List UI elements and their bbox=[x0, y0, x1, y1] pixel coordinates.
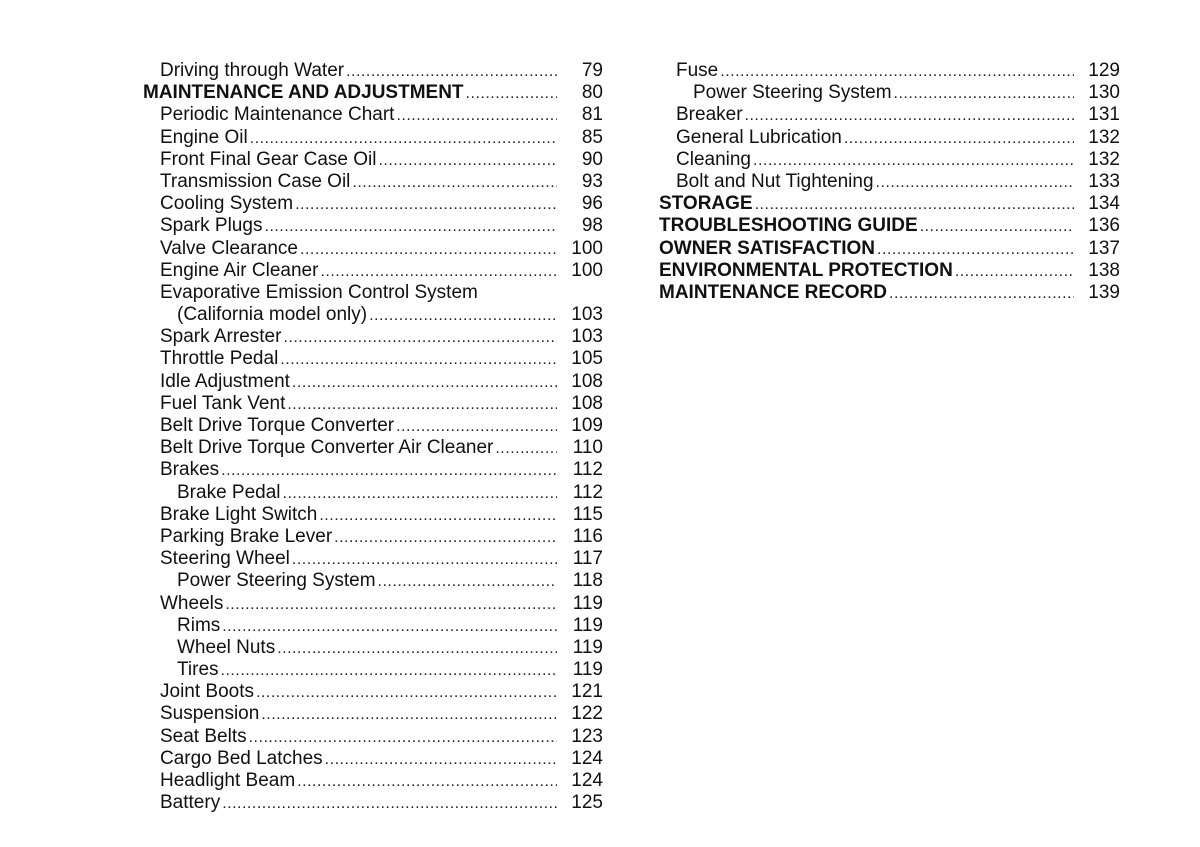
toc-entry[interactable] bbox=[143, 459, 603, 481]
toc-entry-title: Wheel Nuts bbox=[177, 636, 276, 658]
dot-leader bbox=[319, 505, 557, 527]
dot-leader bbox=[877, 239, 1074, 261]
toc-entry[interactable] bbox=[143, 193, 603, 215]
toc-entry[interactable] bbox=[143, 526, 603, 548]
toc-entry-title: STORAGE bbox=[659, 193, 753, 215]
toc-entry-title: Driving through Water bbox=[160, 60, 345, 81]
dot-leader bbox=[889, 283, 1074, 305]
toc-entry-title: MAINTENANCE AND ADJUSTMENT bbox=[143, 82, 464, 104]
dot-leader bbox=[292, 549, 557, 571]
toc-entry-page-number: 132 bbox=[1088, 148, 1120, 170]
toc-entry-title: Belt Drive Torque Converter bbox=[160, 415, 395, 436]
toc-entry-page-number: 98 bbox=[581, 215, 603, 237]
toc-entry[interactable] bbox=[143, 703, 603, 725]
dot-leader bbox=[287, 394, 557, 416]
toc-entry[interactable] bbox=[143, 348, 603, 370]
dot-leader bbox=[844, 128, 1074, 150]
toc-entry-title: Cleaning bbox=[676, 148, 751, 170]
dot-leader bbox=[283, 483, 557, 505]
toc-entry[interactable] bbox=[143, 792, 603, 814]
toc-entry[interactable] bbox=[143, 371, 603, 393]
toc-entry-title: Joint Boots bbox=[160, 681, 254, 703]
dot-leader bbox=[378, 571, 557, 593]
toc-entry[interactable] bbox=[143, 548, 603, 570]
toc-entry[interactable] bbox=[143, 149, 603, 171]
toc-entry[interactable] bbox=[659, 282, 1120, 304]
toc-entry[interactable] bbox=[143, 304, 603, 326]
dot-leader bbox=[346, 61, 557, 83]
dot-leader bbox=[352, 172, 557, 194]
toc-entry[interactable] bbox=[659, 60, 1120, 82]
toc-entry-page-number: 100 bbox=[571, 237, 603, 259]
toc-entry-page-number: 136 bbox=[1088, 215, 1120, 237]
toc-entry-title: ENVIRONMENTAL PROTECTION bbox=[659, 259, 953, 281]
toc-entry-title: Seat Belts bbox=[160, 725, 247, 747]
dot-leader bbox=[297, 771, 557, 793]
toc-entry-title: Fuse bbox=[676, 60, 719, 81]
toc-entry[interactable] bbox=[659, 149, 1120, 171]
dot-leader bbox=[369, 305, 557, 327]
toc-entry-title: Front Final Gear Case Oil bbox=[160, 148, 377, 170]
toc-entry-page-number: 132 bbox=[1088, 126, 1120, 148]
toc-entry-title: Valve Clearance bbox=[160, 237, 299, 259]
toc-entry[interactable] bbox=[143, 260, 603, 282]
dot-leader bbox=[753, 150, 1074, 172]
toc-entry-page-number: 116 bbox=[572, 525, 603, 547]
toc-entry-page-number: 80 bbox=[581, 82, 603, 104]
dot-leader bbox=[755, 194, 1074, 216]
toc-entry-page-number: 81 bbox=[581, 104, 603, 126]
toc-entry-title: Brakes bbox=[160, 459, 220, 481]
toc-entry-page-number: 100 bbox=[571, 259, 603, 281]
dot-leader bbox=[256, 682, 557, 704]
toc-entry[interactable] bbox=[143, 282, 603, 304]
dot-leader bbox=[280, 349, 557, 371]
dot-leader bbox=[261, 704, 557, 726]
toc-entry[interactable] bbox=[659, 193, 1120, 215]
dot-leader bbox=[495, 438, 557, 460]
toc-entry-title: Brake Light Switch bbox=[160, 503, 318, 525]
toc-entry-title: MAINTENANCE RECORD bbox=[659, 281, 887, 303]
toc-entry[interactable] bbox=[143, 748, 603, 770]
toc-entry-title: Brake Pedal bbox=[177, 481, 281, 503]
dot-leader bbox=[396, 105, 557, 127]
dot-leader bbox=[250, 128, 557, 150]
toc-entry-title: Parking Brake Lever bbox=[160, 525, 333, 547]
dot-leader bbox=[320, 261, 557, 283]
toc-entry[interactable] bbox=[143, 437, 603, 459]
toc-entry[interactable] bbox=[143, 171, 603, 193]
toc-entry-title: Power Steering System bbox=[693, 82, 892, 104]
toc-entry-page-number: 103 bbox=[571, 304, 603, 326]
toc-entry-page-number: 129 bbox=[1088, 60, 1120, 81]
dot-leader bbox=[334, 527, 557, 549]
toc-entry-title: Tires bbox=[177, 659, 219, 681]
dot-leader bbox=[222, 793, 557, 815]
toc-entry-title: Breaker bbox=[676, 104, 743, 126]
toc-entry-page-number: 134 bbox=[1088, 193, 1120, 215]
dot-leader bbox=[396, 416, 557, 438]
toc-entry[interactable] bbox=[143, 482, 603, 504]
dot-leader bbox=[378, 150, 557, 172]
toc-entry-page-number: 124 bbox=[571, 747, 603, 769]
toc-entry-title: Engine Air Cleaner bbox=[160, 259, 319, 281]
dot-leader bbox=[277, 638, 557, 660]
toc-entry[interactable] bbox=[659, 127, 1120, 149]
toc-entry[interactable] bbox=[143, 127, 603, 149]
toc-entry-page-number: 137 bbox=[1088, 237, 1120, 259]
dot-leader bbox=[920, 216, 1074, 238]
toc-entry-page-number: 79 bbox=[581, 60, 603, 81]
toc-entry[interactable] bbox=[143, 215, 603, 237]
toc-entry[interactable] bbox=[143, 681, 603, 703]
dot-leader bbox=[292, 372, 557, 394]
toc-entry-page-number: 96 bbox=[581, 193, 603, 215]
toc-entry-title: Steering Wheel bbox=[160, 548, 290, 570]
toc-entry-title: (California model only) bbox=[177, 304, 368, 326]
toc-entry-title: Fuel Tank Vent bbox=[160, 392, 286, 414]
dot-leader bbox=[325, 749, 557, 771]
toc-left-column bbox=[143, 60, 603, 814]
toc-entry-page-number: 133 bbox=[1088, 170, 1120, 192]
toc-entry-page-number: 119 bbox=[572, 636, 603, 658]
toc-entry-title: Belt Drive Torque Converter Air Cleaner bbox=[160, 437, 494, 459]
toc-entry[interactable] bbox=[143, 637, 603, 659]
dot-leader bbox=[745, 105, 1074, 127]
dot-leader bbox=[221, 460, 557, 482]
toc-entry-page-number: 93 bbox=[581, 170, 603, 192]
toc-entry-title: Battery bbox=[160, 792, 221, 814]
toc-entry-page-number: 103 bbox=[571, 326, 603, 348]
toc-entry-title: Bolt and Nut Tightening bbox=[676, 170, 874, 192]
toc-entry[interactable] bbox=[659, 82, 1120, 104]
toc-entry[interactable] bbox=[143, 238, 603, 260]
toc-entry-page-number: 105 bbox=[571, 348, 603, 370]
toc-entry-page-number: 122 bbox=[571, 703, 603, 725]
toc-entry-page-number: 85 bbox=[581, 126, 603, 148]
dot-leader bbox=[894, 83, 1074, 105]
toc-entry[interactable] bbox=[143, 82, 603, 104]
toc-entry-page-number: 112 bbox=[572, 459, 603, 481]
dot-leader bbox=[283, 327, 557, 349]
toc-entry[interactable] bbox=[143, 415, 603, 437]
toc-entry-title: Power Steering System bbox=[177, 570, 376, 592]
toc-entry[interactable] bbox=[659, 104, 1120, 126]
toc-entry[interactable] bbox=[143, 104, 603, 126]
toc-entry-page-number: 109 bbox=[571, 415, 603, 436]
toc-entry[interactable] bbox=[143, 326, 603, 348]
toc-entry[interactable] bbox=[143, 504, 603, 526]
toc-entry-title: Rims bbox=[177, 614, 221, 636]
toc-entry-title: Spark Plugs bbox=[160, 215, 263, 237]
toc-entry-title: Engine Oil bbox=[160, 126, 248, 148]
dot-leader bbox=[222, 616, 557, 638]
toc-entry-page-number: 131 bbox=[1088, 104, 1120, 126]
toc-entry-page-number: 112 bbox=[572, 481, 603, 503]
toc-entry-page-number: 124 bbox=[571, 770, 603, 791]
dot-leader bbox=[466, 83, 557, 105]
toc-entry[interactable] bbox=[143, 60, 603, 82]
toc-entry-page-number: 90 bbox=[581, 148, 603, 170]
dot-leader bbox=[295, 194, 557, 216]
toc-entry-page-number: 119 bbox=[572, 659, 603, 681]
dot-leader bbox=[264, 216, 557, 238]
toc-entry-title: Headlight Beam bbox=[160, 770, 296, 791]
toc-entry-page-number: 108 bbox=[571, 392, 603, 414]
toc-entry-page-number: 108 bbox=[571, 370, 603, 392]
toc-entry-title: Transmission Case Oil bbox=[160, 170, 351, 192]
toc-entry-title: General Lubrication bbox=[676, 126, 842, 148]
dot-leader bbox=[720, 61, 1074, 83]
toc-entry-title: Spark Arrester bbox=[160, 326, 282, 348]
dot-leader bbox=[876, 172, 1074, 194]
toc-entry[interactable] bbox=[659, 171, 1120, 193]
toc-entry[interactable] bbox=[659, 260, 1120, 282]
dot-leader bbox=[225, 594, 557, 616]
toc-entry-page-number: 123 bbox=[571, 725, 603, 747]
toc-entry[interactable] bbox=[143, 770, 603, 792]
toc-entry-page-number: 138 bbox=[1088, 259, 1120, 281]
toc-entry[interactable] bbox=[659, 215, 1120, 237]
toc-entry-page-number: 139 bbox=[1088, 281, 1120, 303]
toc-entry-page-number: 130 bbox=[1088, 82, 1120, 104]
toc-entry-page-number: 119 bbox=[572, 592, 603, 614]
dot-leader bbox=[221, 660, 557, 682]
toc-entry[interactable] bbox=[659, 238, 1120, 260]
toc-entry[interactable] bbox=[143, 593, 603, 615]
toc-entry-title: TROUBLESHOOTING GUIDE bbox=[659, 215, 918, 237]
toc-entry-page-number: 115 bbox=[572, 503, 603, 525]
toc-entry[interactable] bbox=[143, 570, 603, 592]
toc-entry-title: Suspension bbox=[160, 703, 260, 725]
toc-entry-page-number: 110 bbox=[572, 437, 603, 459]
toc-entry-title: Cargo Bed Latches bbox=[160, 747, 323, 769]
toc-entry-title: OWNER SATISFACTION bbox=[659, 237, 876, 259]
toc-entry-title: Periodic Maintenance Chart bbox=[160, 104, 395, 126]
toc-entry[interactable] bbox=[143, 659, 603, 681]
toc-entry-page-number: 125 bbox=[571, 792, 603, 814]
toc-entry[interactable] bbox=[143, 726, 603, 748]
toc-entry-page-number: 119 bbox=[572, 614, 603, 636]
toc-entry-page-number: 117 bbox=[572, 548, 603, 570]
toc-entry-title: Cooling System bbox=[160, 193, 294, 215]
toc-entry-title: Wheels bbox=[160, 592, 224, 614]
toc-entry-page-number: 121 bbox=[571, 681, 603, 703]
toc-entry[interactable] bbox=[143, 615, 603, 637]
toc-entry-title: Idle Adjustment bbox=[160, 370, 290, 392]
toc-entry[interactable] bbox=[143, 393, 603, 415]
dot-leader bbox=[249, 727, 557, 749]
toc-entry-page-number: 118 bbox=[572, 570, 603, 592]
toc-right-column bbox=[659, 60, 1120, 304]
toc-entry-title: Evaporative Emission Control System bbox=[160, 281, 478, 303]
dot-leader bbox=[300, 239, 557, 261]
dot-leader bbox=[955, 261, 1074, 283]
toc-entry-title: Throttle Pedal bbox=[160, 348, 279, 370]
